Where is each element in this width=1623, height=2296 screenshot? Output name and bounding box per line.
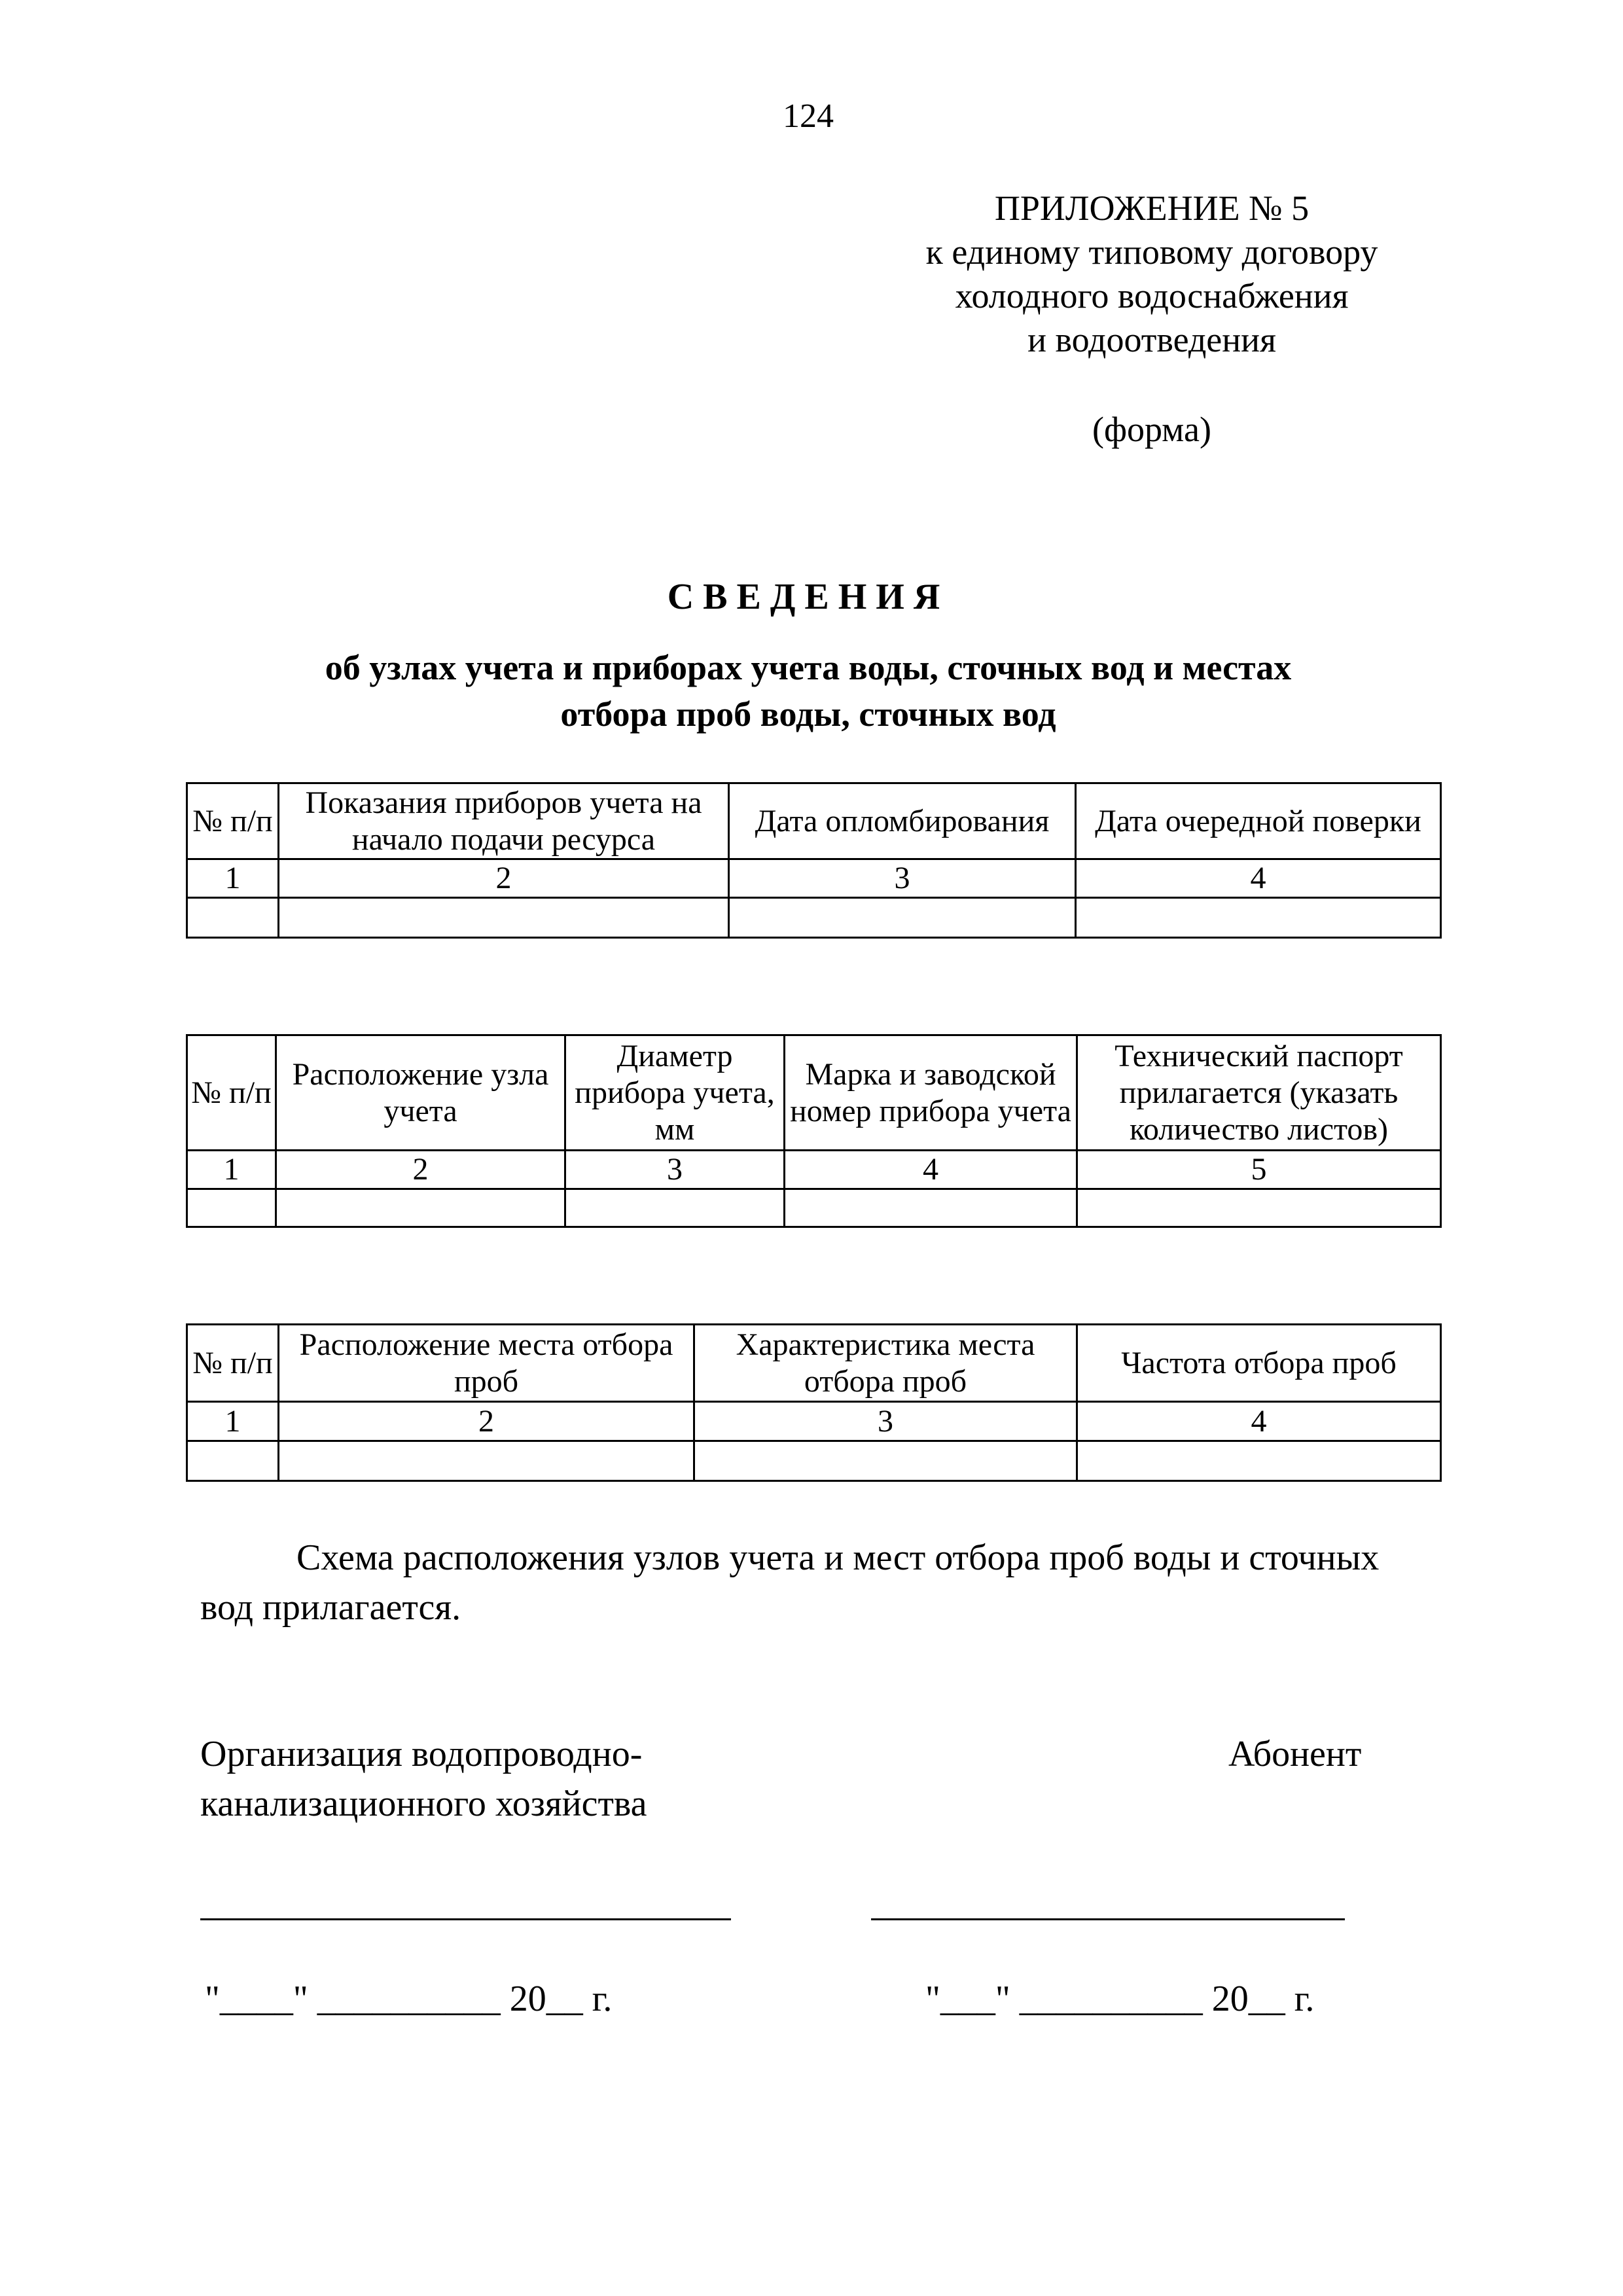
header-cell: Дата опломбирования [729,783,1076,859]
header-cell: Показания приборов учета на начало подачи ресурса [279,783,729,859]
header-cell: Частота отбора проб [1077,1325,1441,1402]
header-cell: Расположение места отбора проб [279,1325,694,1402]
form-label: (форма) [1092,410,1211,449]
header-cell: Технический паспорт прилагается (указать количество листов) [1077,1035,1441,1151]
empty-cell [187,1441,279,1481]
column-number: 1 [187,1151,276,1189]
header-cell: № п/п [187,1325,279,1402]
empty-cell [279,1441,694,1481]
empty-cell [1077,1189,1441,1227]
empty-cell [694,1441,1077,1481]
column-number-row [187,1151,1441,1189]
table-header-row [187,1035,1441,1151]
column-number: 5 [1077,1151,1441,1189]
document-title: СВЕДЕНИЯ [667,577,950,617]
column-number: 4 [1076,859,1441,898]
scheme-note-line: Схема расположения узлов учета и мест отбора проб воды и сточных [296,1537,1380,1578]
column-number-row [187,859,1441,898]
appendix-line: холодного водоснабжения [955,276,1349,315]
column-number: 3 [729,859,1076,898]
column-number: 1 [187,1402,279,1441]
organization-label: канализационного хозяйства [200,1784,647,1824]
scheme-note-line: вод прилагается. [200,1587,461,1628]
appendix-line: к единому типовому договору [925,232,1378,272]
column-number: 3 [694,1402,1077,1441]
table-header-row [187,1325,1441,1402]
organization-signature-line [200,1918,731,1920]
header-cell: Характеристика места отбора проб [694,1325,1077,1402]
metering-units-table [186,1034,1442,1228]
table-row [187,1441,1441,1481]
header-cell: Расположение узла учета [276,1035,565,1151]
column-number: 2 [279,1402,694,1441]
empty-cell [1077,1441,1441,1481]
column-number-row [187,1402,1441,1441]
empty-cell [1076,898,1441,938]
empty-cell [187,1189,276,1227]
subscriber-signature-line [871,1918,1345,1920]
column-number: 4 [1077,1402,1441,1441]
header-cell: Дата очередной поверки [1076,783,1441,859]
empty-cell [279,898,729,938]
empty-cell [785,1189,1077,1227]
empty-cell [565,1189,785,1227]
header-cell: Диаметр прибора учета, мм [565,1035,785,1151]
table-row [187,898,1441,938]
sampling-points-table [186,1323,1442,1482]
subscriber-date: "___" __________ 20__ г. [925,1979,1315,2019]
subscriber-label: Абонент [1228,1734,1362,1774]
meter-readings-table [186,782,1442,939]
subtitle-line: отбора проб воды, сточных вод [560,694,1056,734]
document-subtitle [0,645,1616,738]
column-number: 4 [785,1151,1077,1189]
empty-cell [276,1189,565,1227]
column-number: 3 [565,1151,785,1189]
header-cell: № п/п [187,783,279,859]
organization-date: "____" __________ 20__ г. [205,1979,613,2019]
header-cell: № п/п [187,1035,276,1151]
subtitle-line: об узлах учета и приборах учета воды, сточных вод и местах [325,648,1292,687]
header-cell: Марка и заводской номер прибора учета [785,1035,1077,1151]
column-number: 2 [276,1151,565,1189]
organization-label: Организация водопроводно- [200,1734,643,1774]
empty-cell [729,898,1076,938]
table-row [187,1189,1441,1227]
appendix-line: ПРИЛОЖЕНИЕ № 5 [994,188,1310,228]
column-number: 2 [279,859,729,898]
appendix-header [825,187,1479,362]
column-number: 1 [187,859,279,898]
appendix-line: и водоотведения [1027,320,1276,359]
page-number: 124 [783,98,834,135]
empty-cell [187,898,279,938]
table-header-row [187,783,1441,859]
